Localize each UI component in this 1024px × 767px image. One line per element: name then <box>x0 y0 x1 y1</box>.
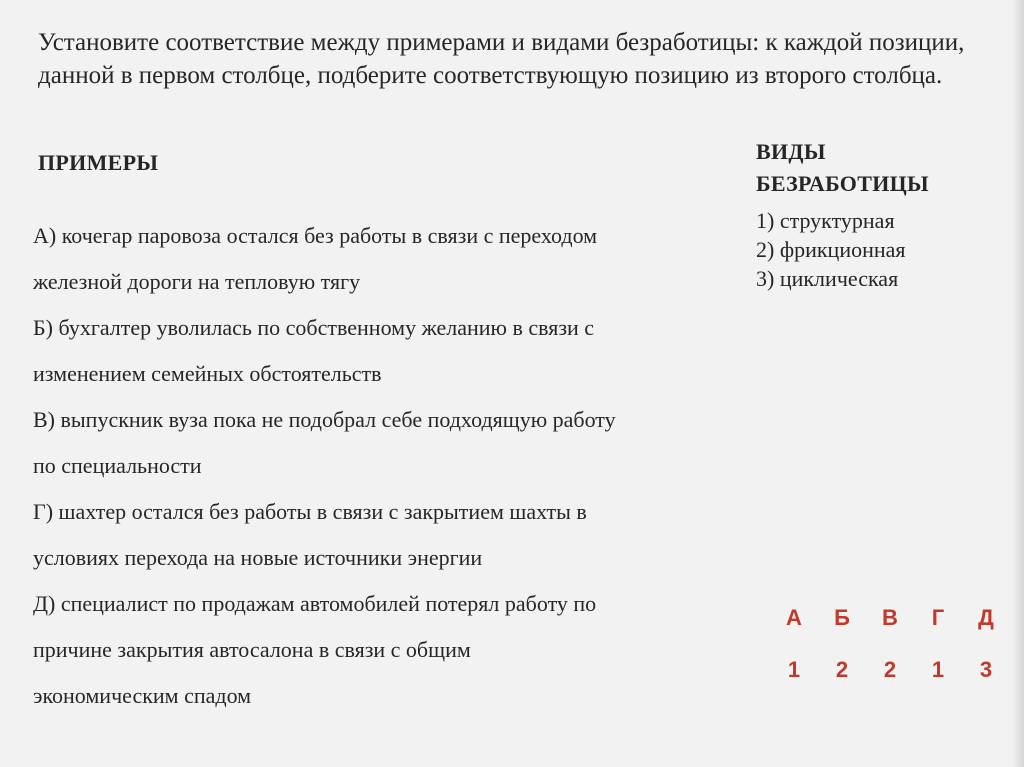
example-line: А) кочегар паровоза остался без работы в связи с переходом <box>33 223 598 248</box>
example-item-a <box>33 213 733 305</box>
example-line: Г) шахтер остался без работы в связи с закрытием шахты в <box>33 499 587 524</box>
task-text: Установите соответствие между примерами и видами безработицы: к каждой позиции, данной в первом столбце, подберите соответствующую позицию из второго столбца. <box>38 29 965 89</box>
answer-number: 3 <box>979 657 993 682</box>
types-list <box>756 206 996 293</box>
example-line: железной дороги на тепловую тягу <box>33 269 361 294</box>
types-heading-line: ВИДЫ <box>756 139 826 164</box>
type-item-structural: 1) структурная <box>756 208 895 233</box>
types-heading-line: БЕЗРАБОТИЦЫ <box>756 171 929 196</box>
answer-number: 1 <box>931 657 945 682</box>
answer-letter: В <box>882 605 898 630</box>
answer-numbers-row <box>770 644 1020 696</box>
example-item-d <box>33 581 733 719</box>
example-item-v <box>33 397 733 489</box>
answer-letter: Г <box>931 605 945 630</box>
example-line: экономическим спадом <box>33 683 252 708</box>
answer-letter: Б <box>834 605 850 630</box>
example-line: изменением семейных обстоятельств <box>33 361 382 386</box>
answer-number: 2 <box>883 657 897 682</box>
example-line: условиях перехода на новые источники энергии <box>33 545 483 570</box>
example-line: Б) бухгалтер уволилась по собственному желанию в связи с <box>33 315 595 340</box>
type-item-cyclical: 3) циклическая <box>756 266 899 291</box>
answer-letter: А <box>786 605 802 630</box>
answer-letters-row <box>770 592 1020 644</box>
example-item-b <box>33 305 733 397</box>
example-line: Д) специалист по продажам автомобилей потерял работу по <box>33 591 597 616</box>
example-line: В) выпускник вуза пока не подобрал себе подходящую работу <box>33 407 616 432</box>
type-item-frictional: 2) фрикционная <box>756 237 906 262</box>
answer-number: 1 <box>787 657 801 682</box>
answer-table <box>770 592 1020 696</box>
answer-letter: Д <box>978 605 994 630</box>
example-item-g <box>33 489 733 581</box>
examples-list <box>33 213 733 719</box>
example-line: по специальности <box>33 453 202 478</box>
types-heading <box>756 136 996 200</box>
example-line: причине закрытия автосалона в связи с общим <box>33 637 471 662</box>
examples-heading: ПРИМЕРЫ <box>38 150 159 175</box>
answer-number: 2 <box>835 657 849 682</box>
